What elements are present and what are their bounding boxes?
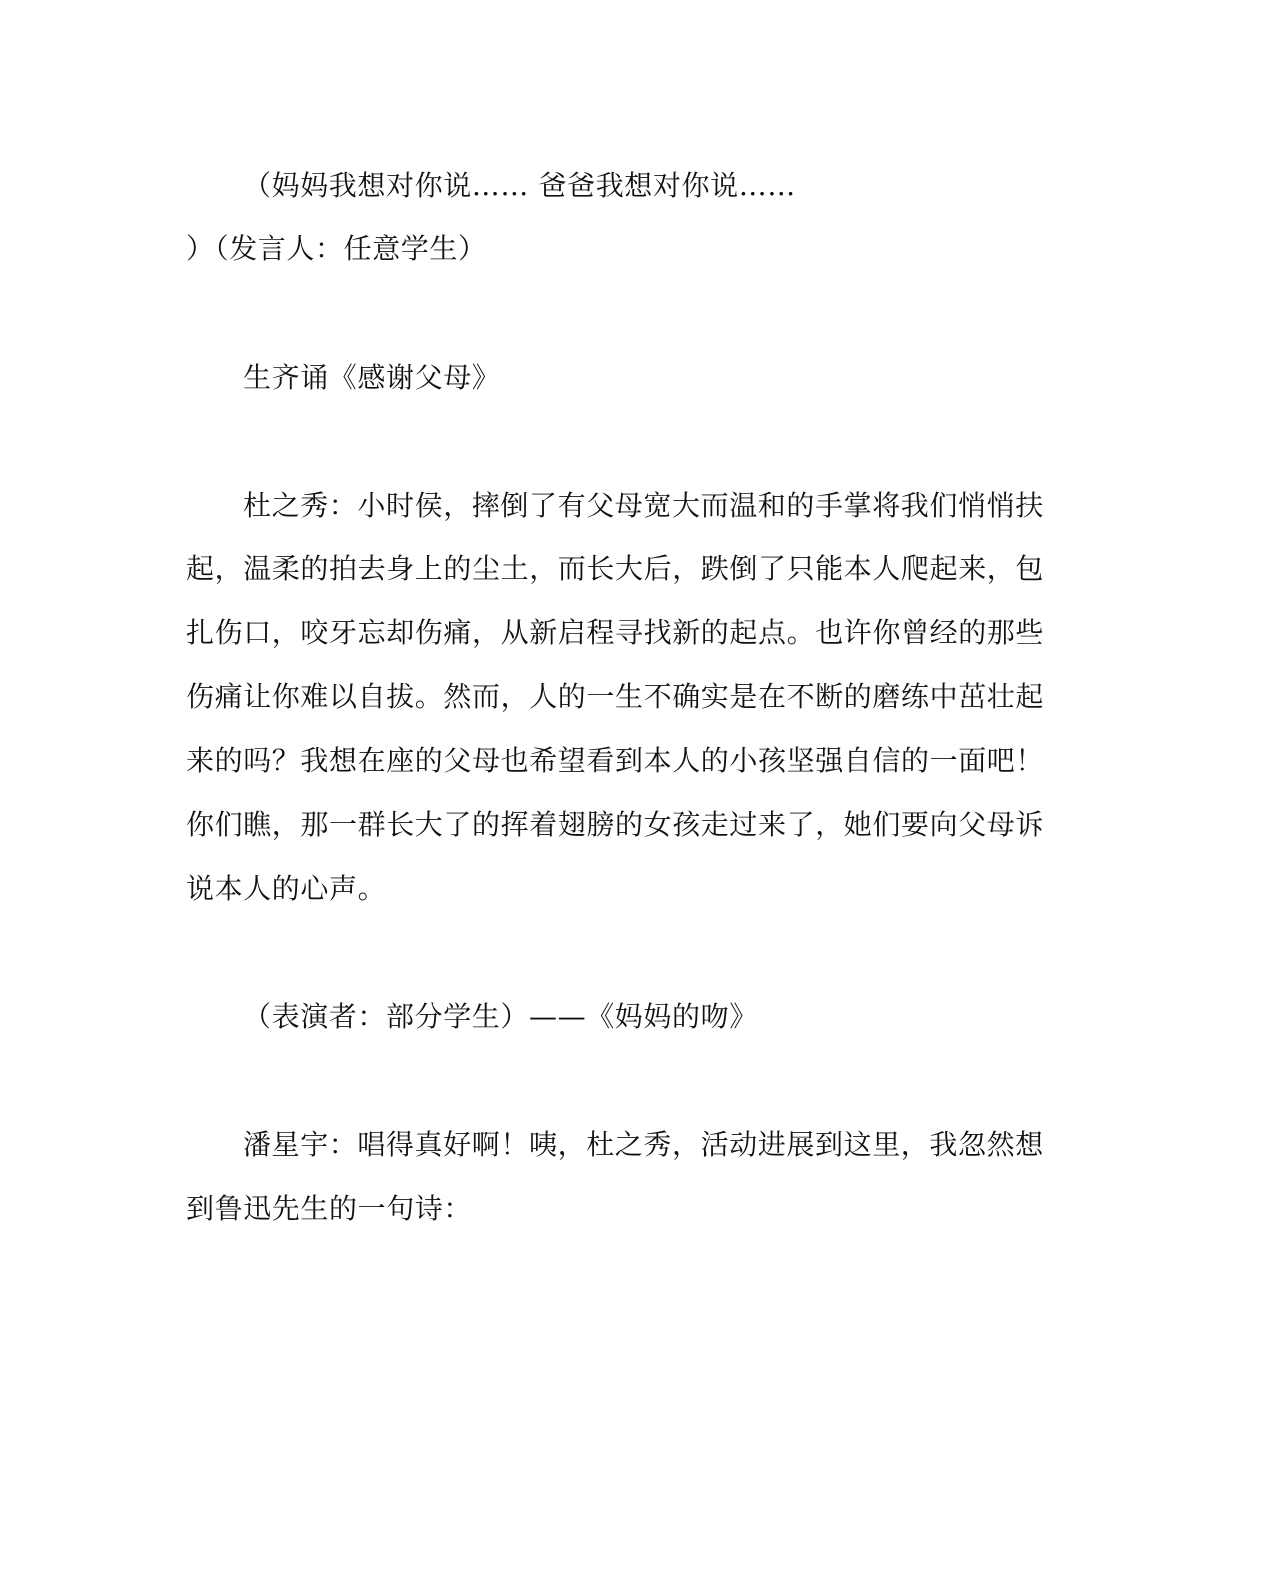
paragraph-line: 你们瞧，那一群长大了的挥着翅膀的女孩走过来了，她们要向父母诉 [186,808,1045,841]
paragraph-line: 来的吗？我想在座的父母也希望看到本人的小孩坚强自信的一面吧！ [186,744,1045,777]
paragraph-line: 到鲁迅先生的一句诗： [186,1192,473,1225]
paragraph-line: （妈妈我想对你说…… 爸爸我想对你说…… [243,169,796,202]
paragraph-line: 扎伤口，咬牙忘却伤痛，从新启程寻找新的起点。也许你曾经的那些 [186,616,1045,649]
paragraph-line: ）（发言人：任意学生） [186,232,487,265]
paragraph-line: 杜之秀：小时侯，摔倒了有父母宽大而温和的手掌将我们悄悄扶 [243,489,1044,522]
paragraph-line: 伤痛让你难以自拔。然而，人的一生不确实是在不断的磨练中茁壮起 [186,680,1045,713]
paragraph-line: 起，温柔的拍去身上的尘土，而长大后，跌倒了只能本人爬起来，包 [186,552,1045,585]
paragraph-line: （表演者：部分学生）——《妈妈的吻》 [243,1000,758,1033]
paragraph-line: 生齐诵《感谢父母》 [243,361,501,394]
paragraph-line: 说本人的心声。 [186,872,387,905]
paragraph-line: 潘星宇：唱得真好啊！咦，杜之秀，活动进展到这里，我忽然想 [243,1128,1044,1161]
